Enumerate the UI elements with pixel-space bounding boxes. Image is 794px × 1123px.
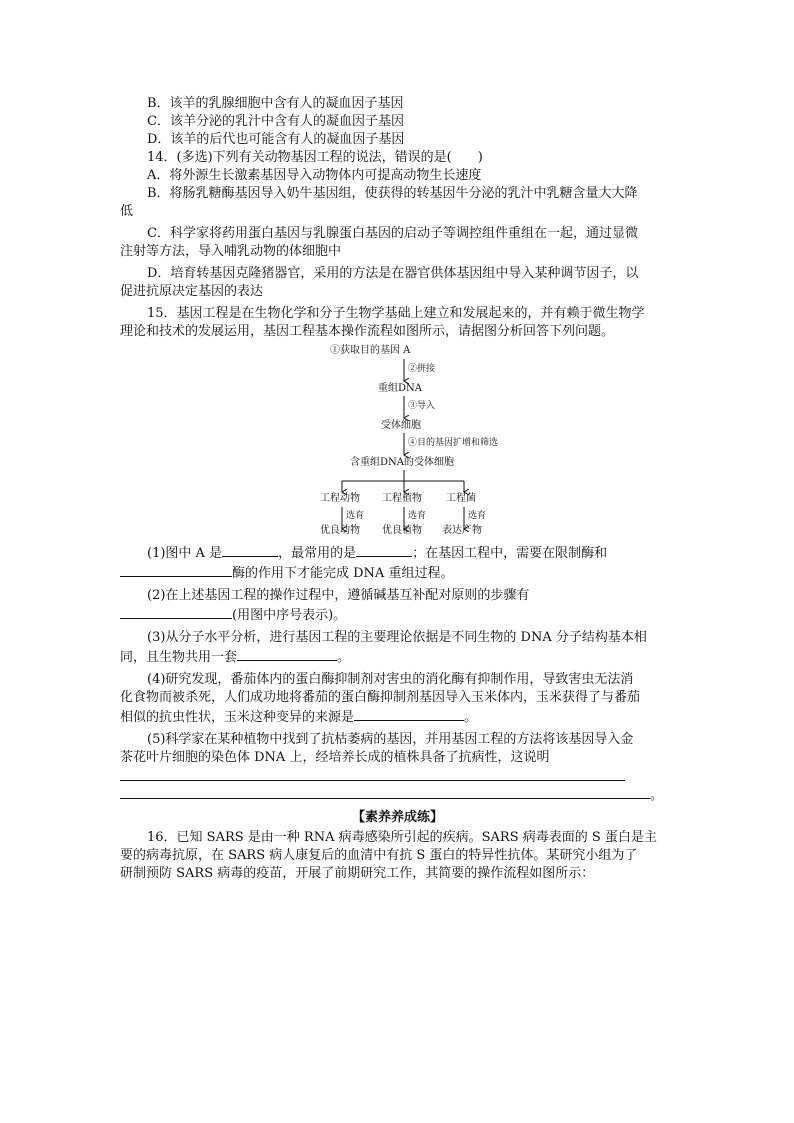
q15-part5-line4: 。 [120,785,675,805]
step-import-label: ③导入 [408,401,436,411]
q15-part3-line2: 同，且生物共用一套 。 [120,647,675,667]
q15-part4-line2: 化食物而被杀死，人们成功地将番茄的蛋白酶抑制剂基因导入玉米体内，玉米获得了与番茄 [120,690,641,705]
flowchart-arrows [120,345,675,537]
node-superior-plant: 优良植物 [382,525,422,536]
q14-option-d-line2: 促进抗原决定基因的表达 [120,284,264,299]
node-recombinant-dna: 重组DNA [378,383,422,394]
q14-option-a: A．将外源生长激素基因导入动物体内可提高动物生长速度 [147,168,482,183]
q14-stem: 14．(多选)下列有关动物基因工程的说法，错误的是( ) [147,150,483,165]
answer-blank[interactable] [120,563,232,577]
node-recipient-cell: 受体细胞 [381,420,421,431]
q14-option-b-line1: B．将肠乳糖酶基因导入奶牛基因组，使获得的转基因牛分泌的乳汁中乳糖含量大大降 [147,186,638,201]
answer-blank[interactable] [120,605,232,619]
step-splice-label: ②拼接 [408,364,436,374]
q13-option-b: B．该羊的乳腺细胞中含有人的凝血因子基因 [147,96,404,111]
q15-stem-line1: 15．基因工程是在生物化学和分子生物学基础上建立和发展起来的，并有赖于微生物学 [147,306,645,321]
q15-part2-line2: (用图中序号表示)。 [120,605,675,625]
q15-part2-line1: (2)在上述基因工程的操作过程中，遵循碱基互补配对原则的步骤有 [147,588,530,603]
node-engineered-bacteria: 工程菌 [446,493,476,504]
node-get-target-gene: ①获取目的基因 A [330,345,411,356]
q14-option-c-line2: 注射等方法，导入哺乳动物的体细胞中 [120,244,342,259]
answer-blank[interactable] [222,543,278,557]
node-engineered-plant: 工程植物 [382,493,422,504]
select-label-animal: 选育 [346,511,365,521]
node-recipient-cell-with-dna: 含重组DNA的受体细胞 [350,457,454,468]
answer-blank[interactable] [120,767,625,781]
q15-part5-line1: (5)科学家在某种植物中找到了抗枯萎病的基因，并用基因工程的方法将该基因导入金 [147,732,634,747]
genetic-engineering-flowchart [120,345,675,537]
q16-line3: 研制预防 SARS 病毒的疫苗，开展了前期研究工作，其简要的操作流程如图所示： [120,866,595,881]
node-expression-product: 表达产物 [442,525,482,536]
q15-part5-line2: 茶花叶片细胞的染色体 DNA 上，经培养长成的植株具备了抗病性，这说明 [120,750,550,765]
q16-line2: 要的病毒抗原，在 SARS 病人康复后的血清中有抗 S 蛋白的特异性抗体。某研究小组为了 [120,848,638,863]
select-label-bacteria: 选育 [468,511,487,521]
answer-blank[interactable] [237,647,337,661]
q15-stem-line2: 理论和技术的发展运用，基因工程基本操作流程如图所示，请据图分析回答下列问题。 [120,324,615,339]
q14-option-b-line2: 低 [120,204,134,219]
q15-part3-line1: (3)从分子水平分析，进行基因工程的主要理论依据是不同生物的 DNA 分子结构基本相 [147,630,647,645]
answer-blank[interactable] [120,785,650,799]
q14-option-c-line1: C．科学家将药用蛋白基因与乳腺蛋白基因的启动子等调控组件重组在一起，通过显微 [147,226,638,241]
answer-blank[interactable] [354,707,464,721]
q15-part1-line1: (1)图中 A 是 ，最常用的是 ；在基因工程中，需要在限制酶和 [120,543,675,563]
step-amplify-screen-label: ④目的基因扩增和筛选 [408,438,499,448]
node-superior-animal: 优良动物 [320,525,360,536]
select-label-plant: 选育 [408,511,427,521]
q16-line1: 16．已知 SARS 是由一种 RNA 病毒感染所引起的疾病。SARS 病毒表面的 S 蛋白是主 [147,830,657,845]
section-title: 【素养养成练】 [351,810,443,825]
q15-part4-line1: (4)研究发现，番茄体内的蛋白酶抑制剂对害虫的消化酶有抑制作用，导致害虫无法消 [147,672,634,687]
answer-blank[interactable] [356,543,412,557]
q15-part4-line3: 相似的抗虫性状，玉米这种变异的来源是 。 [120,707,675,727]
q14-option-d-line1: D．培育转基因克隆猪器官，采用的方法是在器官供体基因组中导入某种调节因子，以 [147,266,639,281]
q13-option-d: D．该羊的后代也可能含有人的凝血因子基因 [147,132,405,147]
q13-option-c: C．该羊分泌的乳汁中含有人的凝血因子基因 [147,114,404,129]
node-engineered-animal: 工程动物 [320,493,360,504]
q15-part5-line3 [120,767,675,785]
document-page [120,95,675,883]
q15-part1-line2: 酶的作用下才能完成 DNA 重组过程。 [120,563,675,583]
